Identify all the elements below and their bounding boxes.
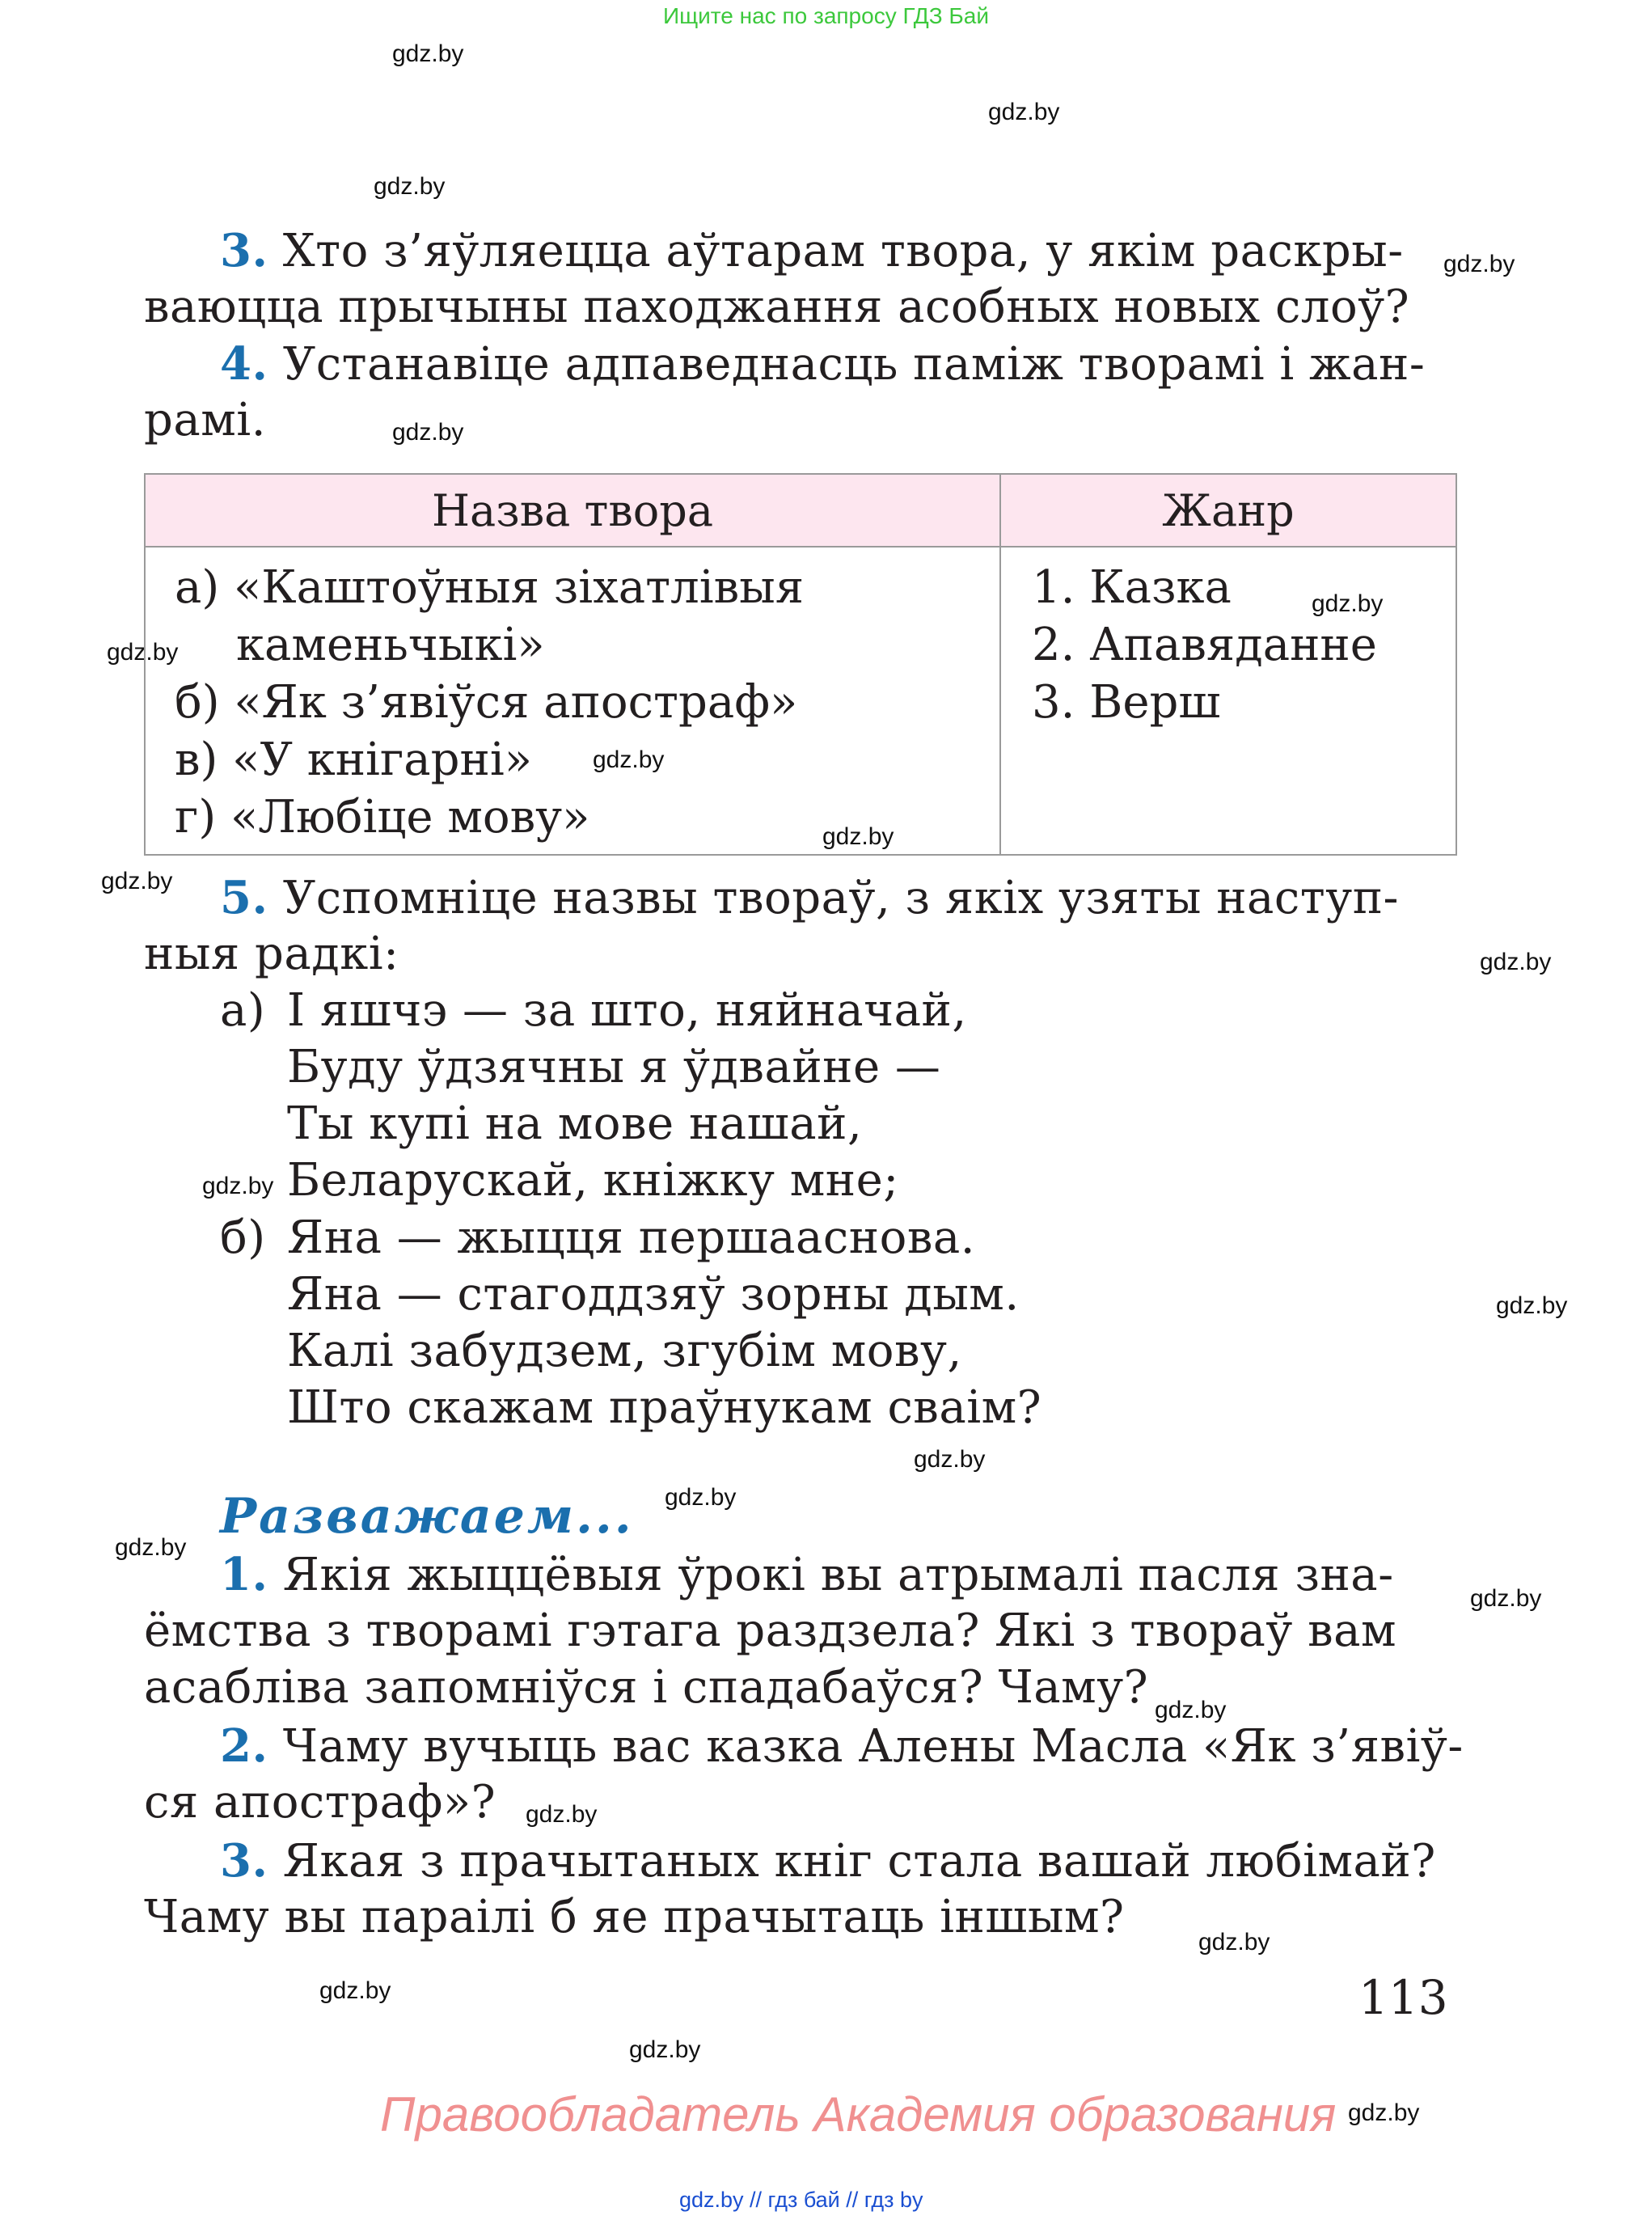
watermark: gdz.by <box>1480 949 1552 975</box>
verse-line: Што скажам праўнукам сваім? <box>287 1381 1042 1434</box>
watermark: gdz.by <box>665 1484 737 1511</box>
question-5-line2: ныя радкі: <box>144 928 399 980</box>
matching-table <box>144 473 1457 856</box>
watermark: gdz.by <box>115 1534 187 1561</box>
watermark: gdz.by <box>1443 251 1515 277</box>
watermark: gdz.by <box>914 1446 986 1473</box>
genre-item: 1. Казка <box>1032 561 1232 614</box>
razv-question-1-line2: ёмства з творамі гэтага раздзела? Які з твораў вам <box>144 1605 1397 1657</box>
verse-line: Буду ўдзячны я ўдвайне — <box>287 1041 941 1093</box>
question-4-line1 <box>220 336 1425 393</box>
watermark: gdz.by <box>101 868 173 894</box>
genres-list <box>1001 548 1456 731</box>
watermark: gdz.by <box>526 1801 598 1828</box>
genre-item: 3. Верш <box>1032 676 1221 729</box>
watermark: gdz.by <box>988 99 1060 125</box>
watermark: gdz.by <box>392 419 464 446</box>
works-list <box>146 548 999 846</box>
watermark: gdz.by <box>1470 1585 1542 1612</box>
page-number: 113 <box>1358 1970 1448 2025</box>
watermark: gdz.by <box>392 40 464 67</box>
work-item: б) «Як з’явіўся апостраф» <box>175 676 798 729</box>
verse-a-marker: а) <box>220 984 266 1037</box>
works-cell <box>145 547 1000 855</box>
watermark: gdz.by <box>1496 1292 1568 1319</box>
watermark: gdz.by <box>1312 590 1384 617</box>
razv-question-2-line2: ся апостраф»? <box>144 1776 496 1829</box>
genre-item: 2. Апавяданне <box>1032 619 1377 671</box>
verse-line: Калі забудзем, згубім мову, <box>287 1325 962 1377</box>
question-number: 4. <box>220 337 268 391</box>
question-number: 3. <box>220 224 268 277</box>
section-heading: Разважаем... <box>220 1488 634 1545</box>
verse-line: Беларускай, кніжку мне; <box>287 1154 899 1207</box>
question-text: Чаму вучыць вас казка Алены Масла «Як з’явіў- <box>282 1720 1464 1773</box>
watermark: gdz.by <box>107 639 179 666</box>
work-item: а) «Каштоўныя зіхатлівыя <box>175 561 805 614</box>
table-header-row <box>145 474 1456 547</box>
question-text: Якая з прачытаных кніг стала вашай любімай? <box>282 1835 1436 1888</box>
question-text: Якія жыццёвыя ўрокі вы атрымалі пасля зна- <box>282 1549 1394 1601</box>
top-banner[interactable]: Ищите нас по запросу ГДЗ Бай <box>662 3 990 28</box>
question-number: 1. <box>220 1548 268 1601</box>
watermark: gdz.by <box>374 173 446 200</box>
watermark: gdz.by <box>1348 2099 1420 2126</box>
table-row <box>145 547 1456 855</box>
question-number: 3. <box>220 1834 268 1888</box>
question-text: Успомніце назвы твораў, з якіх узяты наступ- <box>282 872 1399 924</box>
question-3-line2: ваюцца прычыны паходжання асобных новых слоў? <box>144 281 1410 333</box>
verse-line: Ты купі на мове нашай, <box>287 1097 863 1150</box>
footer-links[interactable]: gdz.by // гдз бай // гдз by <box>679 2188 923 2212</box>
question-3-line1 <box>220 222 1404 280</box>
razv-question-3-line1 <box>220 1833 1436 1890</box>
question-text: Хто з’яўляецца аўтарам твора, у якім раскры- <box>282 225 1404 277</box>
work-item: в) «У кнігарні» <box>175 734 533 786</box>
watermark: gdz.by <box>822 823 894 850</box>
header-genre: Жанр <box>1000 474 1456 547</box>
verse-b-marker: б) <box>220 1211 266 1264</box>
question-5-line1 <box>220 869 1399 927</box>
question-4-line2: рамі. <box>144 394 267 446</box>
watermark: gdz.by <box>593 746 665 773</box>
watermark: gdz.by <box>1155 1697 1227 1723</box>
question-number: 2. <box>220 1719 268 1773</box>
work-item: г) «Любіце мову» <box>175 791 590 844</box>
razv-question-1-line3: асабліва запомніўся і спадабаўся? Чаму? <box>144 1661 1149 1714</box>
watermark: gdz.by <box>1198 1929 1270 1956</box>
razv-question-3-line2: Чаму вы параілі б яе прачытаць іншым? <box>144 1891 1125 1943</box>
watermark: gdz.by <box>629 2036 701 2063</box>
copyright-notice: Правообладатель Академия образования <box>380 2087 1337 2142</box>
genres-cell <box>1000 547 1456 855</box>
verse-line: Яна — стагоддзяў зорны дым. <box>287 1268 1020 1321</box>
verse-line: Яна — жыцця першааснова. <box>287 1211 976 1264</box>
question-number: 5. <box>220 871 268 924</box>
question-text: Устанавіце адпаведнасць паміж творамі і жан- <box>282 338 1426 391</box>
razv-question-1-line1 <box>220 1546 1394 1604</box>
watermark: gdz.by <box>202 1173 274 1199</box>
verse-line: І яшчэ — за што, няйначай, <box>287 984 967 1037</box>
work-item: каменьчыкі» <box>236 619 545 671</box>
header-work-title: Назва твора <box>145 474 1000 547</box>
razv-question-2-line1 <box>220 1718 1464 1775</box>
watermark: gdz.by <box>319 1977 391 2004</box>
